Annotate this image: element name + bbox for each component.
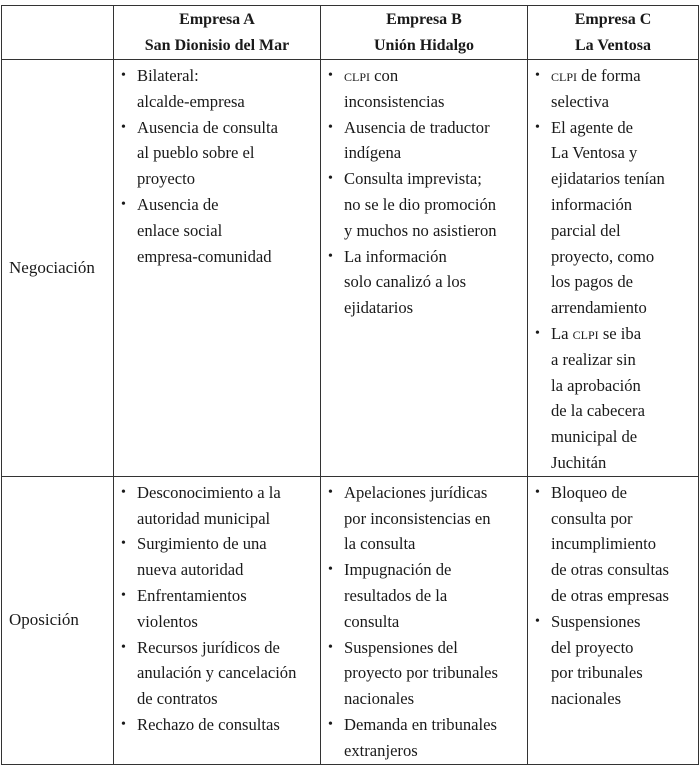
- list-item: [120, 480, 316, 532]
- list-item: [120, 115, 316, 192]
- header-empresa-a-name: Empresa A: [179, 11, 255, 28]
- bullet-icon: •: [328, 119, 333, 135]
- list-item-text: Suspensiones del proyecto por tribunales nacionales: [551, 611, 643, 709]
- header-empresa-a: [114, 6, 321, 60]
- bullet-icon: •: [535, 325, 540, 341]
- list-item-text: Rechazo de consultas: [137, 714, 280, 734]
- row-negociacion: [2, 60, 699, 477]
- list-item-text: Demanda en tribunales extranjeros: [344, 714, 497, 760]
- list-item-text: Bloqueo de consulta por incumplimiento de otras consultas de otras empresas: [551, 482, 669, 605]
- cell-negociacion-a: [114, 60, 321, 477]
- cell-oposicion-c: [528, 476, 699, 764]
- list-item: [120, 192, 316, 269]
- list-item: [120, 712, 316, 738]
- list-item-text: Surgimiento de una nueva autoridad: [137, 534, 267, 580]
- bullet-icon: •: [328, 248, 333, 264]
- bullet-icon: •: [328, 68, 333, 83]
- list-item-text: Consulta imprevista; no se le dio promoción y muchos no asistieron: [344, 169, 497, 240]
- header-empresa-b-name: Empresa B: [386, 11, 462, 28]
- bullet-icon: •: [535, 613, 540, 629]
- list-item-text: clpi de forma selectiva: [551, 66, 641, 111]
- header-empresa-c-name: Empresa C: [574, 11, 652, 28]
- cell-negociacion-c: [528, 60, 699, 477]
- row-label-negociacion: Negociación: [2, 60, 114, 477]
- bullet-icon: •: [328, 716, 333, 732]
- list-item-text: Ausencia de traductor indígena: [344, 117, 490, 163]
- bullet-icon: •: [328, 562, 333, 578]
- header-empresa-c: [528, 6, 699, 60]
- list-item: [327, 712, 523, 764]
- list-item-text: Recursos jurídicos de anulación y cancelación de contratos: [137, 637, 297, 709]
- cell-oposicion-b: [321, 476, 528, 764]
- bullet-icon: •: [121, 196, 126, 212]
- list-item: [327, 115, 523, 167]
- list-item: [534, 321, 694, 476]
- bullet-icon: •: [121, 587, 126, 603]
- bullet-list: [114, 477, 320, 738]
- cell-oposicion-a: [114, 476, 321, 764]
- list-item: [120, 635, 316, 712]
- list-item-text: Bilateral: alcalde-empresa: [137, 66, 245, 111]
- bullet-icon: •: [535, 484, 540, 500]
- header-empresa-c-place: La Ventosa: [574, 36, 652, 54]
- header-empresa-b-place: Unión Hidalgo: [373, 36, 475, 54]
- list-item: [327, 166, 523, 243]
- list-item-text: El agente de La Ventosa y ejidatarios tenían información parcial del proyecto, como los pagos de arrendamiento: [551, 117, 665, 318]
- bullet-icon: •: [121, 484, 126, 500]
- header-empresa-a-place: San Dionisio del Mar: [144, 36, 290, 54]
- list-item-text: clpi con inconsistencias: [344, 66, 445, 111]
- list-item: [327, 635, 523, 712]
- bullet-icon: •: [535, 68, 540, 83]
- list-item: [120, 531, 316, 583]
- bullet-list: [528, 477, 698, 712]
- list-item: [120, 63, 316, 115]
- comparison-table: [1, 5, 699, 765]
- list-item-text: La información solo canalizó a los ejidatarios: [344, 246, 467, 318]
- bullet-icon: •: [121, 68, 126, 83]
- bullet-icon: •: [328, 484, 333, 500]
- header-row: [2, 6, 699, 60]
- row-oposicion: [2, 476, 699, 764]
- list-item-text: Suspensiones del proyecto por tribunales nacionales: [344, 637, 498, 709]
- bullet-list: [321, 477, 527, 764]
- bullet-list: [528, 60, 698, 476]
- list-item: [534, 480, 694, 609]
- corner-cell: [2, 6, 114, 60]
- bullet-icon: •: [121, 716, 126, 732]
- list-item-text: Ausencia de consulta al pueblo sobre el proyecto: [137, 117, 278, 189]
- list-item: [327, 244, 523, 321]
- list-item: [534, 115, 694, 321]
- header-empresa-b: [321, 6, 528, 60]
- bullet-list: [114, 60, 320, 269]
- bullet-icon: •: [121, 119, 126, 135]
- list-item-text: Enfrentamientos violentos: [137, 585, 247, 631]
- list-item-text: La clpi se iba a realizar sin la aprobación de la cabecera municipal de Juchitán: [551, 323, 645, 472]
- list-item-text: Apelaciones jurídicas por inconsistencias en la consulta: [344, 482, 491, 554]
- list-item-text: Desconocimiento a la autoridad municipal: [137, 482, 281, 528]
- bullet-icon: •: [121, 639, 126, 655]
- list-item: [327, 480, 523, 557]
- list-item-text: Impugnación de resultados de la consulta: [344, 560, 452, 631]
- list-item: [327, 557, 523, 634]
- bullet-list: [321, 60, 527, 321]
- list-item: [327, 63, 523, 115]
- bullet-icon: •: [328, 639, 333, 655]
- list-item: [534, 609, 694, 712]
- row-label-oposicion: Oposición: [2, 476, 114, 764]
- list-item: [120, 583, 316, 635]
- cell-negociacion-b: [321, 60, 528, 477]
- bullet-icon: •: [121, 536, 126, 552]
- list-item-text: Ausencia de enlace social empresa-comunidad: [137, 194, 272, 266]
- bullet-icon: •: [535, 119, 540, 135]
- bullet-icon: •: [328, 171, 333, 187]
- list-item: [534, 63, 694, 115]
